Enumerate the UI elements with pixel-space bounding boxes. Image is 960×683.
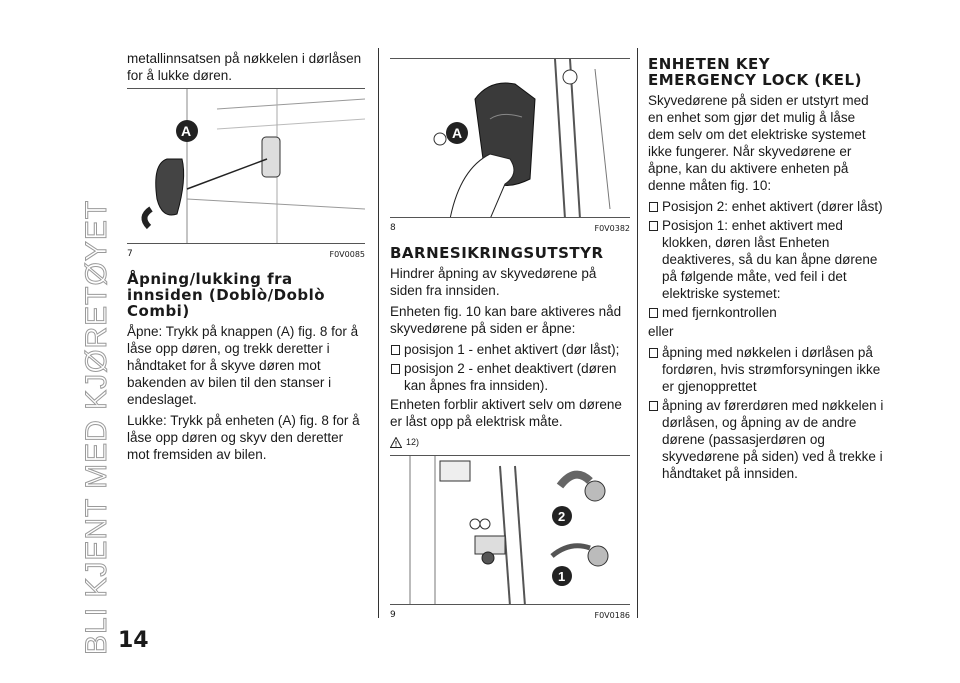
warning-ref-number: 12) <box>406 437 420 447</box>
child-lock-illustration <box>390 456 630 605</box>
intro-text: metallinnsatsen på nøkkelen i dørlåsen for å lukke døren. <box>127 51 362 83</box>
fig7-number: 7 <box>127 249 133 259</box>
fig9-number: 9 <box>390 610 396 620</box>
bullet-position-1: posisjon 1 - enhet aktivert (dør låst); <box>390 341 630 358</box>
inside-handle-illustration <box>390 59 630 218</box>
kel-intro: Skyvedørene på siden er utstyrt med en enhet som gjør det mulig å låse dem selv om det elektriske systemet ikke fungerer. Når skyvedørene er åpne, kan du aktivere enheten på denne måten fig. 10: <box>648 93 869 193</box>
warning-triangle-icon <box>390 437 402 448</box>
figure-8 <box>390 58 630 218</box>
child-safety-p3: Enheten forblir aktivert selv om dørene er låst opp på elektrisk måte. <box>390 397 622 429</box>
bullet-position-2: posisjon 2 - enhet deaktivert (døren kan åpnes fra innsiden). <box>390 360 630 394</box>
kel-or: eller <box>648 324 674 339</box>
close-instructions: Lukke: Trykk på enheten (A) fig. 8 for å låse opp døren og skyv den deretter mot fremsiden av bilen. <box>127 413 360 462</box>
label-2-fig9: 2 <box>558 509 566 524</box>
column-2 <box>390 50 630 632</box>
kel-bullet-1: Posisjon 2: enhet aktivert (dører låst) <box>648 198 884 215</box>
warning-reference <box>390 434 630 451</box>
label-1-fig9: 1 <box>558 569 566 584</box>
figure-7 <box>127 88 365 244</box>
label-a-fig8: A <box>452 125 463 141</box>
chapter-side-title: BLI KJENT MED KJØRETØYET <box>80 199 113 655</box>
open-instructions: Åpne: Trykk på knappen (A) fig. 8 for å låse opp døren, og trekk deretter i håndtaket for å skyve døren mot bakenden av bilen til den stanser i endeslaget. <box>127 324 359 407</box>
kel-bullet-2: Posisjon 1: enhet aktivert med klokken, døren låst Enheten deaktiveres, så du kan åpne dørene på følgende måte, ved feil i det elektriske systemet: <box>648 217 884 302</box>
section-heading-inside-opening: Åpning/lukking fra innsiden (Doblò/Doblò Combi) <box>127 270 326 320</box>
fig8-number: 8 <box>390 223 396 233</box>
fig8-caption <box>390 220 630 237</box>
fig7-code: F0V0085 <box>329 250 365 259</box>
label-a-fig7: A <box>181 123 192 139</box>
column-divider-2 <box>637 48 638 618</box>
fig9-caption <box>390 607 630 624</box>
kel-bullet-5: åpning av førerdøren med nøkkelen i dørlåsen, og åpning av de andre dørene (passasjerdøren og skyvedørene på siden) ved å trekke i håndtaket på innsiden. <box>648 397 884 482</box>
column-1 <box>127 50 365 467</box>
fig9-code: F0V0186 <box>594 611 630 620</box>
child-safety-p2: Enheten fig. 10 kan bare aktiveres nåd skyvedørene på siden er åpne: <box>390 304 622 336</box>
fig8-code: F0V0382 <box>594 224 630 233</box>
section-heading-kel: ENHETEN KEY EMERGENCY LOCK (KEL) <box>648 55 862 89</box>
column-divider-1 <box>378 48 379 618</box>
figure-9 <box>390 455 630 605</box>
child-safety-p1: Hindrer åpning av skyvedørene på siden fra innsiden. <box>390 266 597 298</box>
column-3 <box>648 50 884 484</box>
section-heading-child-safety: BARNESIKRINGSUTSTYR <box>390 244 604 262</box>
kel-bullet-3: med fjernkontrollen <box>648 304 884 321</box>
door-handle-illustration <box>127 89 365 244</box>
page-number: 14 <box>118 628 149 653</box>
fig7-caption <box>127 246 365 263</box>
kel-bullet-4: åpning med nøkkelen i dørlåsen på fordøren, hvis strømforsyningen ikke er gjenopprettet <box>648 344 884 395</box>
